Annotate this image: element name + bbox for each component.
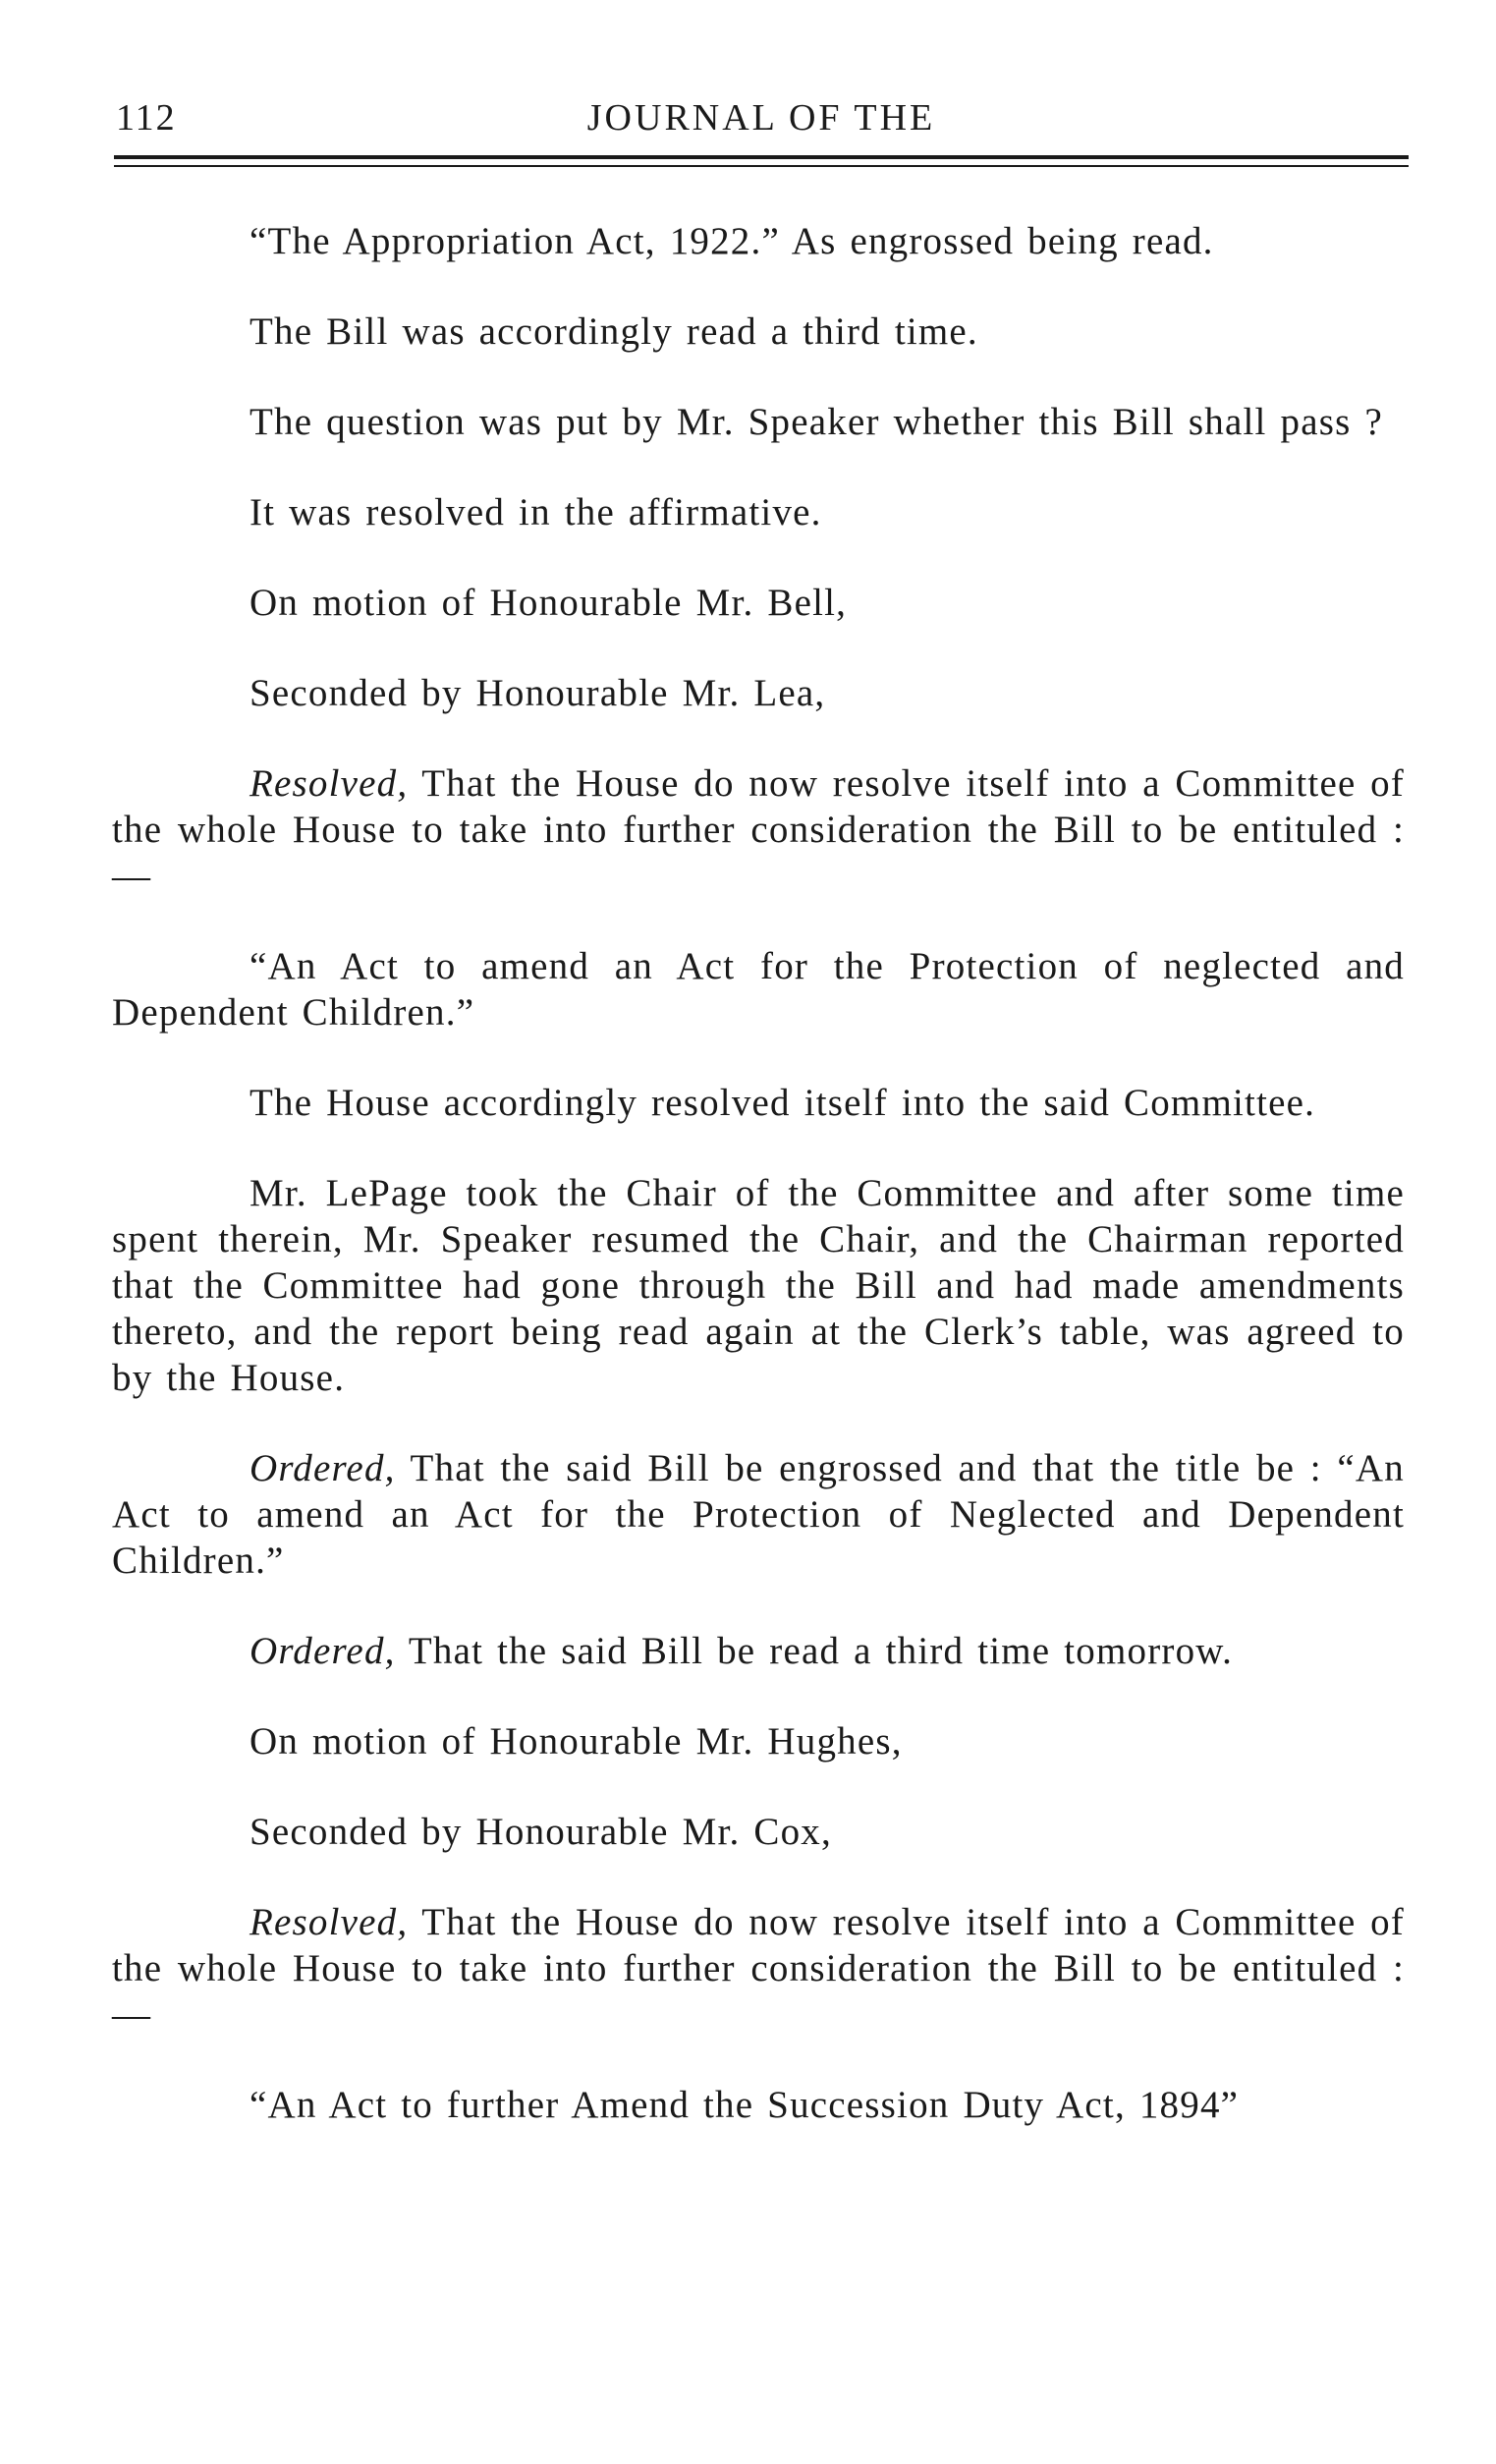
- paragraph-text: That the said Bill be engrossed and that the title be : “An Act to amend an Act for the Protection of Neglected and Dependent Children.”: [112, 1447, 1405, 1582]
- paragraph-text: Seconded by Honourable Mr. Lea,: [249, 672, 826, 714]
- paragraph-text: On motion of Honourable Mr. Hughes,: [249, 1720, 903, 1763]
- paragraph-resolved-affirmative: [112, 489, 1405, 535]
- paragraph-bill-title-succession: [112, 2082, 1405, 2128]
- journal-body: [112, 218, 1405, 2172]
- paragraph-text: The House accordingly resolved itself into the said Committee.: [249, 1082, 1316, 1124]
- paragraph-question-put: [112, 399, 1405, 445]
- paragraph-lepage-chair: [112, 1170, 1405, 1401]
- paragraph-text: It was resolved in the affirmative.: [249, 491, 822, 533]
- paragraph-appropriation-act: [112, 218, 1405, 264]
- paragraph-seconded-cox: [112, 1809, 1405, 1855]
- paragraph-lead-word: Ordered,: [249, 1447, 396, 1489]
- paragraph-resolved-committee-2: [112, 1899, 1405, 2038]
- paragraph-ordered-third-reading: [112, 1628, 1405, 1674]
- page-number: 112: [116, 97, 177, 139]
- paragraph-lead-word: Resolved,: [249, 762, 409, 805]
- paragraph-bill-title-neglected: [112, 943, 1405, 1036]
- paragraph-third-reading: [112, 308, 1405, 355]
- running-head: [116, 96, 1407, 145]
- paragraph-text: “The Appropriation Act, 1922.” As engrossed being read.: [249, 220, 1214, 262]
- paragraph-text: That the House do now resolve itself into a Committee of the whole House to take into further consideration the Bill to be entituled :—: [112, 762, 1405, 897]
- paragraph-text: That the said Bill be read a third time tomorrow.: [395, 1630, 1234, 1672]
- paragraph-resolved-committee-1: [112, 760, 1405, 899]
- paragraph-house-resolved: [112, 1080, 1405, 1126]
- paragraph-text: Seconded by Honourable Mr. Cox,: [249, 1811, 832, 1853]
- paragraph-text: “An Act to further Amend the Succession Duty Act, 1894”: [249, 2084, 1240, 2126]
- paragraph-text: The Bill was accordingly read a third time.: [249, 310, 978, 353]
- paragraph-text: Mr. LePage took the Chair of the Committee and after some time spent therein, Mr. Speaker resumed the Chair, and the Chairman reported that the Committee had gone through the Bill and had made amendments thereto, and the report being read again at the Clerk’s table, was agreed to by the House.: [112, 1172, 1405, 1399]
- paragraph-lead-word: Ordered,: [249, 1630, 396, 1672]
- journal-title: JOURNAL OF THE: [586, 97, 936, 139]
- paragraph-text: On motion of Honourable Mr. Bell,: [249, 582, 848, 624]
- paragraph-ordered-engrossed: [112, 1445, 1405, 1584]
- paragraph-text: “An Act to amend an Act for the Protection of neglected and Dependent Children.”: [112, 945, 1405, 1034]
- paragraph-text: That the House do now resolve itself into a Committee of the whole House to take into further consideration the Bill to be entituled :—: [112, 1901, 1405, 2036]
- paragraph-motion-hughes: [112, 1718, 1405, 1764]
- paragraph-lead-word: Resolved,: [249, 1901, 409, 1943]
- header-rule-thick: [114, 155, 1409, 159]
- paragraph-seconded-lea: [112, 670, 1405, 716]
- paragraph-text: The question was put by Mr. Speaker whether this Bill shall pass ?: [249, 401, 1383, 443]
- paragraph-motion-bell: [112, 580, 1405, 626]
- header-rule-thin: [114, 165, 1409, 167]
